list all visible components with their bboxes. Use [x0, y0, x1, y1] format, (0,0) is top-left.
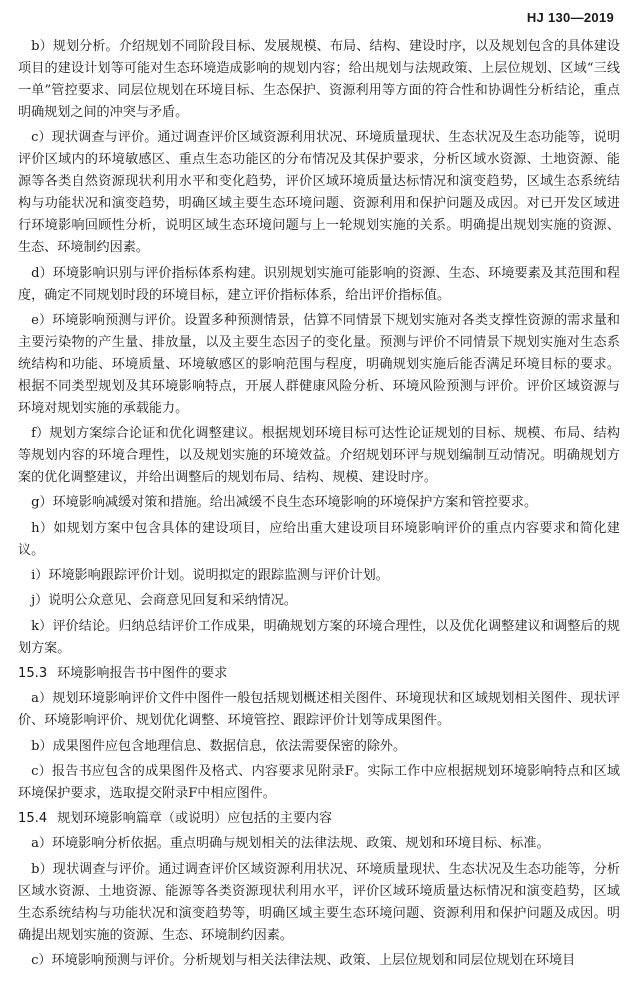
paragraph: g）环境影响减缓对策和措施。给出减缓不良生态环境影响的环境保护方案和管控要求。: [31, 495, 538, 511]
section-title: 环境影响报告书中图件的要求: [57, 665, 228, 681]
paragraph: c）现状调查与评价。通过调查评价区域资源利用状况、环境质量现状、生态状况及生态功能等，说明评价区域内的环境敏感区、重点生态功能区的分布情况及其保护要求，分析区域水资源、土地资源、能源等各类自然资源现状利用水平和变化趋势，评价区域环境质量达标情况和演变趋势，区域生态系统结构与功能状况和演变趋势，明确区域主要生态环境问题、资源利用和保护问题及成因。对已开发区域进行环境影响回顾性分析，说明区域生态环境问题与上一轮规划实施的关系。明确提出规划实施的资源、生态、环境制约因素。: [18, 130, 620, 256]
paragraph: i）环境影响跟踪评价计划。说明拟定的跟踪监测与评价计划。: [31, 568, 389, 584]
standard-code: HJ 130—2019: [526, 10, 614, 25]
section-heading-15-3: [18, 663, 620, 685]
document-body: [18, 36, 620, 975]
paragraph: e）环境影响预测与评价。设置多种预测情景，估算不同情景下规划实施对各类支撑性资源的需求量和主要污染物的产生量、排放量，以及主要生态因子的变化量。预测与评价不同情景下规划实施对生态系统结构和功能、环境质量、环境敏感区的影响范围与程度，明确规划实施后能否满足环境目标的要求。根据不同类型规划及其环境影响特点，开展人群健康风险分析、环境风险预测与评价。评价区域资源与环境对规划实施的承载能力。: [18, 312, 620, 416]
section-number: 15.4: [18, 811, 48, 827]
section-title: 规划环境影响篇章（或说明）应包括的主要内容: [57, 811, 333, 827]
paragraph: d）环境影响识别与评价指标体系构建。识别规划实施可能影响的资源、生态、环境要素及其范围和程度，确定不同规划时段的环境目标，建立评价指标体系，给出评价指标值。: [18, 265, 620, 303]
paragraph: b）规划分析。介绍规划不同阶段目标、发展规模、布局、结构、建设时序，以及规划包含的具体建设项目的建设计划等可能对生态环境造成影响的规划内容；给出规划与法规政策、上层位规划、区域“三线一单”管控要求、同层位规划在环境目标、生态保护、资源利用等方面的符合性和协调性分析结论，重点明确规划之间的冲突与矛盾。: [18, 39, 620, 120]
paragraph: b）成果图件应包含地理信息、数据信息，依法需要保密的除外。: [31, 738, 407, 754]
paragraph: j）说明公众意见、会商意见回复和采纳情况。: [31, 593, 298, 609]
paragraph: k）评价结论。归纳总结评价工作成果，明确规划方案的环境合理性，以及优化调整建议和调整后的规划方案。: [18, 618, 620, 656]
paragraph: c）报告书应包含的成果图件及格式、内容要求见附录F。实际工作中应根据规划环境影响特点和区域环境保护要求，选取提交附录F中相应图件。: [18, 763, 620, 801]
section-heading-15-4: [18, 808, 620, 830]
paragraph: f）规划方案综合论证和优化调整建议。根据规划环境目标可达性论证规划的目标、规模、布局、结构等规划内容的环境合理性，以及规划实施的环境效益。介绍规划环评与规划编制互动情况。明确规划方案的优化调整建议，并给出调整后的规划布局、结构、规模、建设时序。: [18, 426, 620, 486]
section-number: 15.3: [18, 665, 48, 681]
paragraph: h）如规划方案中包含具体的建设项目，应给出重大建设项目环境影响评价的重点内容要求和简化建议。: [18, 520, 620, 558]
paragraph: b）现状调查与评价。通过调查评价区域资源利用状况、环境质量现状、生态状况及生态功能等，分析区域水资源、土地资源、能源等各类资源现状利用水平，评价区域环境质量达标情况和演变趋势，区域生态系统结构与功能状况和演变趋势等，明确区域主要生态环境问题、资源利用和保护问题及成因。明确提出规划实施的资源、生态、环境制约因素。: [18, 861, 620, 943]
paragraph: c）环境影响预测与评价。分析规划与相关法律法规、政策、上层位规划和同层位规划在环境目: [31, 953, 576, 969]
paragraph: a）规划环境影响评价文件中图件一般包括规划概述相关图件、环境现状和区域规划相关图件、现状评价、环境影响评价、规划优化调整、环境管控、跟踪评价计划等成果图件。: [18, 691, 620, 729]
paragraph: a）环境影响分析依据。重点明确与规划相关的法律法规、政策、规划和环境目标、标准。: [31, 836, 550, 852]
